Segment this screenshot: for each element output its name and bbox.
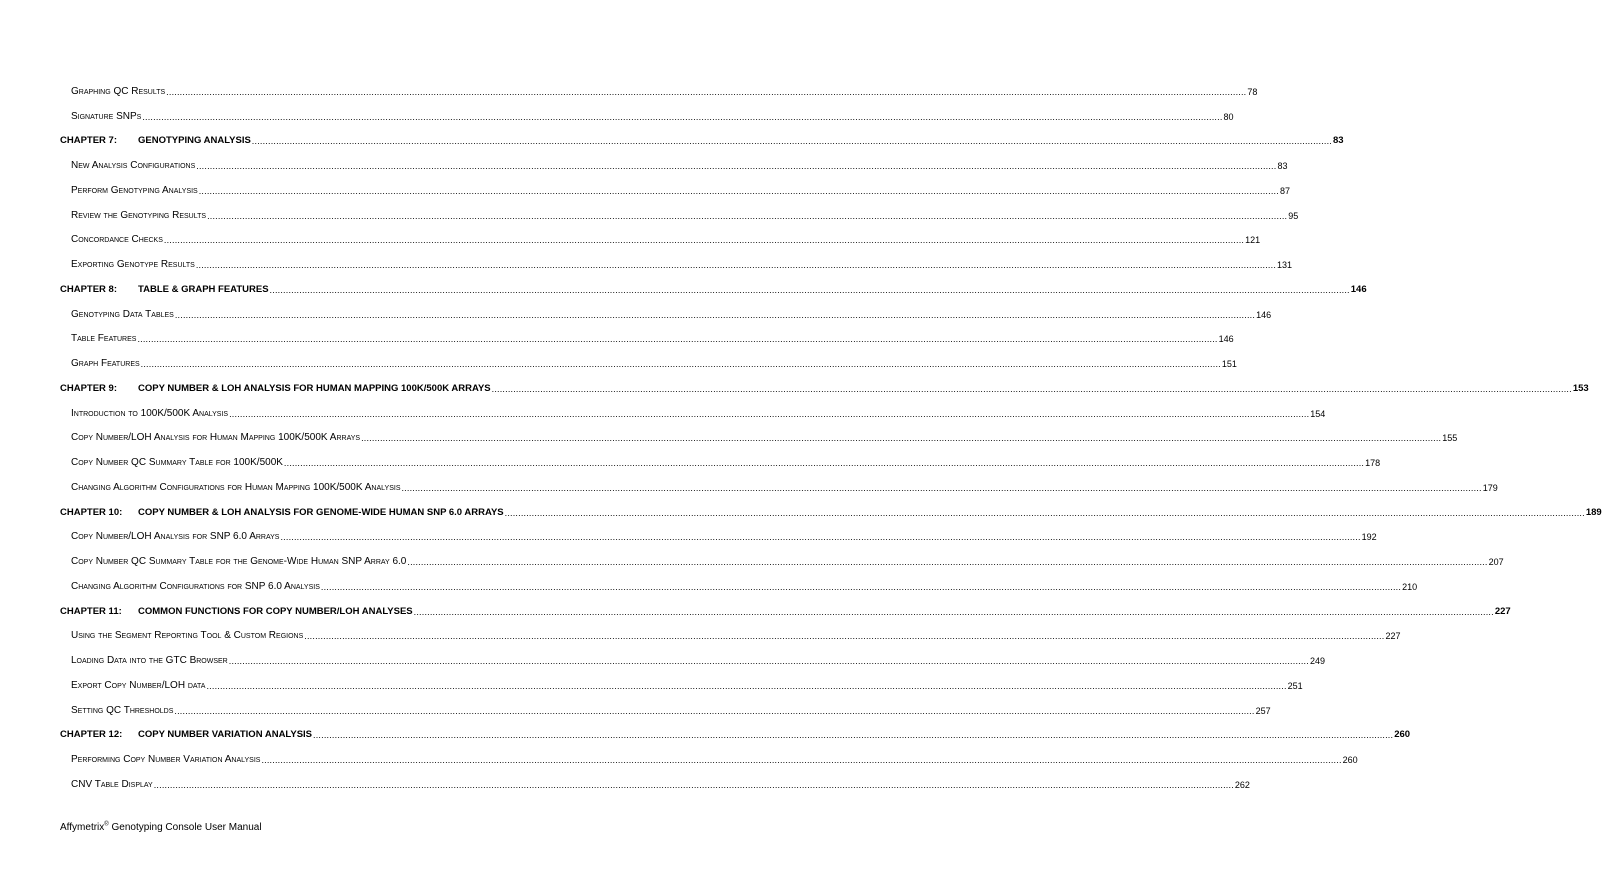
toc-entry-title: Signature SNPs	[71, 110, 142, 122]
toc-entry-title: Loading Data into the GTC Browser	[71, 655, 228, 666]
toc-section-entry[interactable]	[60, 345, 1237, 370]
toc-chapter-entry[interactable]	[60, 717, 1411, 742]
toc-chapter-entry[interactable]	[60, 123, 1344, 148]
dot-leader: ................................................................................................................................................................................................................................................................................................................................................................................................................	[413, 606, 1494, 617]
dot-leader: ................................................................................................................................................................................................................................................................................................................................................................................................................	[228, 656, 1309, 666]
page-number: 80	[1223, 111, 1234, 122]
toc-section-entry[interactable]	[60, 395, 1326, 420]
dot-leader: ................................................................................................................................................................................................................................................................................................................................................................................................................	[195, 260, 1277, 270]
toc-entry-title	[60, 606, 413, 618]
chapter-number: CHAPTER 8:	[60, 283, 118, 295]
page-number: 153	[1572, 382, 1589, 394]
toc-section-entry[interactable]	[60, 197, 1299, 222]
page-number: 83	[1277, 161, 1288, 171]
chapter-number: CHAPTER 11:	[60, 605, 122, 617]
dot-leader: ................................................................................................................................................................................................................................................................................................................................................................................................................	[174, 309, 1256, 320]
page-number: 249	[1309, 656, 1325, 666]
page-number: 155	[1442, 433, 1458, 444]
page-number: 192	[1361, 532, 1377, 543]
dot-leader: ................................................................................................................................................................................................................................................................................................................................................................................................................	[140, 359, 1221, 369]
toc-entry-title: Perform Genotyping Analysis	[71, 184, 198, 196]
toc-entry-title	[60, 135, 251, 147]
toc-entry-title: CNV Table Display	[71, 778, 153, 790]
toc-section-entry[interactable]	[60, 469, 1498, 494]
toc-entry-title: Graph Features	[71, 358, 140, 369]
dot-leader: ................................................................................................................................................................................................................................................................................................................................................................................................................	[401, 482, 1482, 493]
page-number: 257	[1255, 705, 1271, 716]
toc-chapter-entry[interactable]	[60, 593, 1511, 618]
dot-leader: ................................................................................................................................................................................................................................................................................................................................................................................................................	[153, 779, 1234, 790]
dot-leader: ................................................................................................................................................................................................................................................................................................................................................................................................................	[251, 136, 1332, 147]
toc-entry-title: New Analysis Configurations	[71, 160, 196, 171]
chapter-number: CHAPTER 10:	[60, 506, 123, 518]
page-number: 154	[1310, 408, 1326, 419]
dot-leader: ................................................................................................................................................................................................................................................................................................................................................................................................................	[361, 433, 1442, 444]
toc-section-entry[interactable]	[60, 667, 1303, 692]
chapter-number: CHAPTER 9:	[60, 382, 118, 394]
page-number: 146	[1256, 309, 1272, 320]
dot-leader: ................................................................................................................................................................................................................................................................................................................................................................................................................	[196, 161, 1277, 171]
toc-section-entry[interactable]	[60, 147, 1288, 172]
dot-leader: ................................................................................................................................................................................................................................................................................................................................................................................................................	[207, 210, 1288, 221]
page-number: 207	[1488, 557, 1504, 567]
page-number: 146	[1218, 334, 1234, 345]
page-number: 146	[1350, 283, 1367, 295]
toc-entry-title: Introduction to 100K/500K Analysis	[71, 407, 229, 419]
dot-leader: ................................................................................................................................................................................................................................................................................................................................................................................................................	[174, 705, 1255, 716]
chapter-number: CHAPTER 12:	[60, 729, 123, 741]
dot-leader: ................................................................................................................................................................................................................................................................................................................................................................................................................	[163, 235, 1245, 246]
page-number: 151	[1221, 359, 1237, 369]
page-number: 178	[1365, 458, 1381, 468]
registered-mark: ®	[104, 821, 109, 828]
toc-section-entry[interactable]	[60, 568, 1418, 593]
dot-leader: ................................................................................................................................................................................................................................................................................................................................................................................................................	[283, 458, 1365, 468]
page-number: 78	[1247, 86, 1258, 97]
dot-leader: ................................................................................................................................................................................................................................................................................................................................................................................................................	[206, 680, 1287, 691]
dot-leader: ................................................................................................................................................................................................................................................................................................................................................................................................................	[166, 86, 1247, 97]
chapter-title: COPY NUMBER & LOH ANALYSIS FOR GENOME-WIDE HUMAN SNP 6.0 ARRAYS	[138, 506, 504, 518]
toc-entry-title: Using the Segment Reporting Tool & Custom Regions	[71, 630, 304, 642]
toc-entry-title: Performing Copy Number Variation Analysis	[71, 754, 261, 765]
toc-section-entry[interactable]	[60, 692, 1271, 717]
page-number: 210	[1402, 581, 1418, 592]
toc-section-entry[interactable]	[60, 222, 1261, 247]
toc-entry-title	[60, 284, 269, 296]
toc-section-entry[interactable]	[60, 642, 1325, 667]
toc-section-entry[interactable]	[60, 73, 1258, 98]
chapter-title: GENOTYPING ANALYSIS	[138, 135, 251, 147]
toc-section-entry[interactable]	[60, 172, 1290, 197]
toc-chapter-entry[interactable]	[60, 494, 1602, 519]
dot-leader: ................................................................................................................................................................................................................................................................................................................................................................................................................	[142, 111, 1223, 122]
dot-leader: ................................................................................................................................................................................................................................................................................................................................................................................................................	[137, 334, 1218, 345]
page-footer	[60, 822, 262, 834]
page-number: 189	[1585, 506, 1602, 518]
page-number: 179	[1482, 482, 1498, 493]
page-number: 87	[1279, 185, 1290, 196]
toc-entry-title: Concordance Checks	[71, 234, 163, 246]
page-number: 121	[1245, 235, 1261, 246]
toc-entry-title: Copy Number/LOH Analysis for SNP 6.0 Arrays	[71, 531, 280, 543]
toc-section-entry[interactable]	[60, 618, 1401, 643]
toc-section-entry[interactable]	[60, 296, 1272, 321]
toc-entry-title: Export Copy Number/LOH data	[71, 679, 206, 691]
toc-entry-title: Changing Algorithm Configurations for Human Mapping 100K/500K Analysis	[71, 481, 401, 493]
toc-section-entry[interactable]	[60, 766, 1250, 791]
dot-leader: ................................................................................................................................................................................................................................................................................................................................................................................................................	[491, 383, 1572, 394]
footer-brand: Affymetrix	[60, 822, 105, 833]
toc-entry-title: Review the Genotyping Results	[71, 209, 207, 221]
dot-leader: ................................................................................................................................................................................................................................................................................................................................................................................................................	[407, 557, 1488, 567]
toc-section-entry[interactable]	[60, 741, 1358, 766]
toc-entry-title: Exporting Genotype Results	[71, 259, 195, 270]
page-number: 227	[1385, 631, 1401, 642]
chapter-title: COPY NUMBER & LOH ANALYSIS FOR HUMAN MAPPING 100K/500K ARRAYS	[138, 382, 491, 394]
dot-leader: ................................................................................................................................................................................................................................................................................................................................................................................................................	[313, 730, 1394, 741]
dot-leader: ................................................................................................................................................................................................................................................................................................................................................................................................................	[504, 507, 1585, 518]
chapter-title: COPY NUMBER VARIATION ANALYSIS	[138, 729, 313, 741]
toc-section-entry[interactable]	[60, 420, 1458, 445]
toc-entry-title	[60, 383, 491, 395]
toc-section-entry[interactable]	[60, 246, 1293, 271]
toc-entry-title: Table Features	[71, 333, 137, 345]
toc-chapter-entry[interactable]	[60, 271, 1367, 296]
footer-title: Genotyping Console User Manual	[108, 822, 262, 833]
toc-entry-title: Copy Number QC Summary Table for 100K/500K	[71, 457, 283, 468]
dot-leader: ................................................................................................................................................................................................................................................................................................................................................................................................................	[269, 284, 1350, 295]
toc-entry-title	[60, 729, 312, 741]
page-number: 262	[1234, 779, 1250, 790]
page-number: 95	[1288, 210, 1299, 221]
toc-section-entry[interactable]	[60, 98, 1234, 123]
toc-entry-title: Changing Algorithm Configurations for SNP 6.0 Analysis	[71, 580, 320, 592]
page-number: 83	[1333, 135, 1344, 147]
page-number: 251	[1287, 680, 1303, 691]
dot-leader: ................................................................................................................................................................................................................................................................................................................................................................................................................	[229, 408, 1310, 419]
toc-section-entry[interactable]	[60, 519, 1377, 544]
dot-leader: ................................................................................................................................................................................................................................................................................................................................................................................................................	[320, 581, 1402, 592]
page-number: 260	[1394, 729, 1411, 741]
dot-leader: ................................................................................................................................................................................................................................................................................................................................................................................................................	[261, 755, 1342, 765]
chapter-title: TABLE & GRAPH FEATURES	[138, 283, 269, 295]
page-number: 227	[1494, 605, 1511, 617]
toc-entry-title: Copy Number QC Summary Table for the Genome-Wide Human SNP Array 6.0	[71, 556, 407, 567]
toc-chapter-entry[interactable]	[60, 370, 1589, 395]
dot-leader: ................................................................................................................................................................................................................................................................................................................................................................................................................	[198, 185, 1279, 196]
toc-entry-title: Setting QC Thresholds	[71, 704, 174, 716]
table-of-contents	[60, 73, 1602, 791]
toc-entry-title: Genotyping Data Tables	[71, 308, 174, 320]
dot-leader: ................................................................................................................................................................................................................................................................................................................................................................................................................	[280, 532, 1361, 543]
toc-section-entry[interactable]	[60, 543, 1504, 568]
toc-entry-title	[60, 507, 504, 519]
dot-leader: ................................................................................................................................................................................................................................................................................................................................................................................................................	[304, 631, 1385, 642]
page-number: 131	[1277, 260, 1293, 270]
chapter-number: CHAPTER 7:	[60, 135, 118, 147]
toc-section-entry[interactable]	[60, 444, 1381, 469]
page-number: 260	[1342, 755, 1358, 765]
toc-entry-title: Graphing QC Results	[71, 85, 166, 97]
chapter-title: COMMON FUNCTIONS FOR COPY NUMBER/LOH ANALYSES	[138, 605, 413, 617]
toc-entry-title: Copy Number/LOH Analysis for Human Mapping 100K/500K Arrays	[71, 432, 361, 444]
toc-section-entry[interactable]	[60, 321, 1234, 346]
